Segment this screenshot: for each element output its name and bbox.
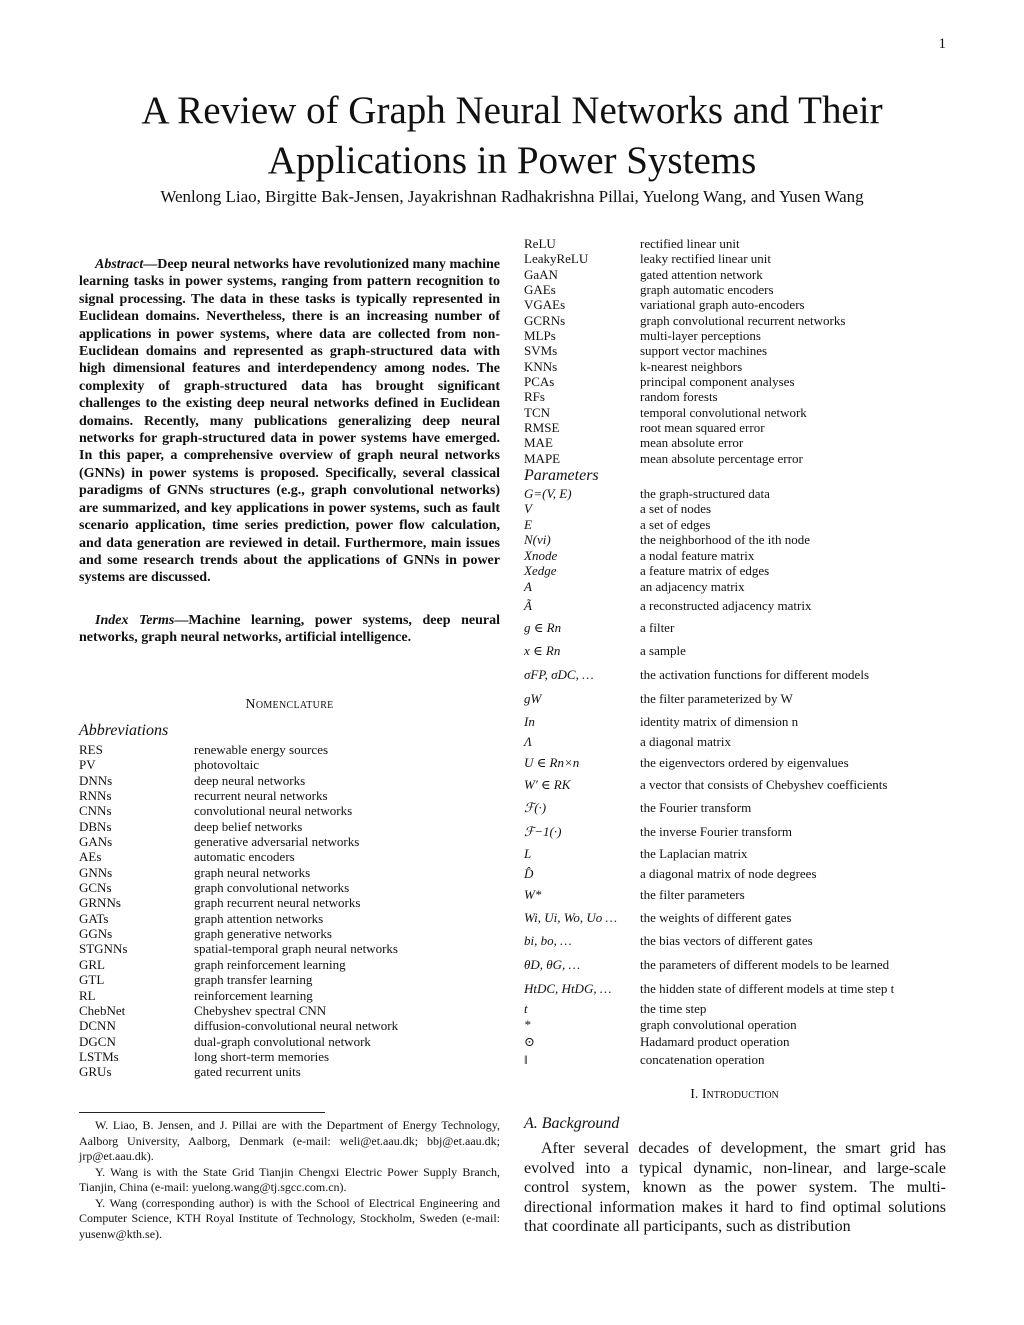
- abbreviation-definition: graph automatic encoders: [640, 282, 774, 298]
- abbreviation-definition: reinforcement learning: [194, 987, 313, 1003]
- nomenclature-heading: Nomenclature: [245, 697, 334, 712]
- abbreviation-definition: graph recurrent neural networks: [194, 895, 361, 911]
- parameter-definition: the filter parameterized by W: [640, 690, 793, 706]
- abbreviation-definition: graph convolutional networks: [194, 880, 350, 896]
- abbreviation-row: [524, 236, 845, 251]
- parameter-symbol: U ∈ Rn×n: [524, 754, 580, 770]
- abbreviation-definition: gated recurrent units: [194, 1064, 301, 1080]
- parameter-row: [524, 773, 894, 795]
- abbreviation-definition: recurrent neural networks: [194, 788, 328, 804]
- parameter-symbol: E: [524, 516, 532, 532]
- abbreviation-definition: k-nearest neighbors: [640, 358, 743, 374]
- parameter-definition: the graph-structured data: [640, 486, 770, 502]
- parameter-row: [524, 548, 894, 563]
- abbreviation-definition: generative adversarial networks: [194, 834, 360, 850]
- paper-title: [0, 86, 1024, 186]
- abbreviation-term: MLPs: [524, 328, 556, 344]
- parameter-definition: the weights of different gates: [640, 909, 792, 925]
- abbreviation-term: LSTMs: [79, 1048, 119, 1064]
- parameter-row: [524, 929, 894, 952]
- parameter-row: [524, 595, 894, 616]
- abbreviation-row: [524, 251, 845, 266]
- parameter-definition: the hidden state of different models at time step t: [640, 980, 895, 996]
- left-column: [79, 256, 500, 647]
- parameter-definition: the bias vectors of different gates: [640, 933, 813, 949]
- parameter-row: [524, 952, 894, 976]
- abbreviations-label: Abbreviations: [79, 722, 169, 739]
- abbreviation-definition: long short-term memories: [194, 1048, 330, 1064]
- abbreviation-row: [524, 297, 845, 312]
- parameter-definition: an adjacency matrix: [640, 579, 745, 595]
- parameter-symbol: Xedge: [524, 562, 557, 578]
- parameter-symbol: W′ ∈ RK: [524, 776, 571, 792]
- abbreviation-term: GRL: [79, 956, 105, 972]
- abbreviation-term: DBNs: [79, 818, 112, 834]
- parameter-symbol: Ã: [524, 598, 532, 614]
- abbreviation-row: [524, 359, 845, 374]
- abbreviation-row: [524, 313, 845, 328]
- parameter-definition: a reconstructed adjacency matrix: [640, 598, 812, 614]
- abbreviation-row: [79, 742, 398, 757]
- parameter-row: [524, 486, 894, 501]
- parameter-symbol: g ∈ Rn: [524, 620, 562, 636]
- abbreviation-definition: deep belief networks: [194, 818, 303, 834]
- abbreviation-definition: mean absolute error: [640, 435, 744, 451]
- parameter-row: [524, 639, 894, 662]
- parameter-row: [524, 616, 894, 639]
- abbreviations-list-left: [79, 742, 398, 1080]
- parameter-definition: the time step: [640, 1000, 707, 1016]
- parameter-definition: the Fourier transform: [640, 799, 752, 815]
- parameter-row: [524, 751, 894, 773]
- parameter-definition: the inverse Fourier transform: [640, 823, 792, 839]
- parameter-symbol: D̂: [524, 865, 534, 881]
- abbreviation-term: GCNs: [79, 880, 112, 896]
- parameter-row: [524, 563, 894, 578]
- parameter-symbol: Wi, Ui, Wo, Uo …: [524, 909, 618, 925]
- abbreviation-row: [79, 834, 398, 849]
- abbreviation-term: MAE: [524, 435, 553, 451]
- parameter-symbol: gW: [524, 690, 542, 706]
- abbreviation-definition: dual-graph convolutional network: [194, 1033, 371, 1049]
- parameter-row: [524, 686, 894, 710]
- title-line-1: A Review of Graph Neural Networks and Their: [141, 89, 883, 132]
- parameter-row: [524, 1032, 894, 1050]
- parameters-list: [524, 486, 894, 1068]
- subsection-heading: A. Background: [524, 1115, 620, 1132]
- abbreviation-term: DCNN: [79, 1018, 116, 1034]
- abbreviation-definition: convolutional neural networks: [194, 803, 353, 819]
- parameter-symbol: ⊙: [524, 1033, 535, 1049]
- abbreviation-term: GaAN: [524, 266, 558, 282]
- parameter-row: [524, 1000, 894, 1016]
- abbreviation-definition: root mean squared error: [640, 420, 765, 436]
- title-line-2: Applications in Power Systems: [267, 139, 757, 182]
- abbreviation-row: [524, 435, 845, 450]
- footnote: Y. Wang is with the State Grid Tianjin Chengxi Electric Power Supply Branch, Tianjin, China (e-mail: yuelong.wang@tj.sgcc.com.cn).: [79, 1164, 500, 1194]
- abbreviation-row: [524, 389, 845, 404]
- parameter-symbol: L: [524, 845, 532, 861]
- abbreviation-definition: graph transfer learning: [194, 972, 313, 988]
- parameter-definition: a vector that consists of Chebyshev coefficients: [640, 776, 888, 792]
- abbreviation-row: [524, 343, 845, 358]
- parameter-definition: a sample: [640, 643, 686, 659]
- index-terms-label: Index Terms: [95, 612, 175, 628]
- parameter-definition: a set of edges: [640, 516, 711, 532]
- abbreviation-definition: variational graph auto-encoders: [640, 297, 805, 313]
- parameter-definition: the Laplacian matrix: [640, 845, 748, 861]
- parameter-symbol: ℱ−1(·): [524, 823, 562, 839]
- abbreviation-term: VGAEs: [524, 297, 566, 313]
- abbreviation-row: [524, 451, 845, 466]
- abbreviation-term: ReLU: [524, 236, 556, 251]
- abbreviation-row: [79, 1003, 398, 1018]
- abbreviation-term: RMSE: [524, 420, 560, 436]
- abbreviation-definition: graph generative networks: [194, 926, 332, 942]
- abbreviation-row: [79, 911, 398, 926]
- abbreviation-row: [79, 941, 398, 956]
- parameter-symbol: HtDC, HtDG, …: [524, 980, 612, 996]
- parameter-definition: identity matrix of dimension n: [640, 713, 799, 729]
- abstract-text: —Deep neural networks have revolutionized many machine learning tasks in power systems, ranging from pattern recognition to signal processing. The data in these tasks is typically represented in Euclidean domains. Nevertheless, there is an increasing number of applications in power systems, where data are collected from non-Euclidean domains and represented as graph-structured data with high dimensional features and interdependency among nodes. The complexity of graph-structured data has brought significant challenges to the existing deep neural networks defined in Euclidean domains. Recently, many publications generalizing deep neural networks for graph-structured data in power systems have emerged. In this paper, a comprehensive overview of graph neural networks (GNNs) in power systems is proposed. Specifically, several classical paradigms of GNNs structures (e.g., graph convolutional networks) are summarized, and key applications in power systems, such as fault scenario application, time series prediction, power flow calculation, and data generation are reviewed in detail. Furthermore, main issues and some research trends about the applications of GNNs in power systems are discussed.: [79, 257, 500, 586]
- index-terms-text: —Machine learning, power systems, deep neural networks, graph neural networks, artificial intelligence.: [79, 612, 500, 646]
- parameter-symbol: N(vi): [524, 532, 551, 548]
- introduction-heading: I. Introduction: [690, 1087, 779, 1102]
- abbreviation-row: [79, 865, 398, 880]
- abbreviation-definition: random forests: [640, 389, 718, 405]
- parameter-symbol: ‖: [524, 1051, 528, 1067]
- abbreviation-definition: spatial-temporal graph neural networks: [194, 941, 398, 957]
- abbreviation-term: GRNNs: [79, 895, 121, 911]
- abstract-label: Abstract: [95, 257, 144, 272]
- page-number: 1: [938, 36, 946, 52]
- abbreviation-row: [79, 1049, 398, 1064]
- parameter-definition: the parameters of different models to be learned: [640, 956, 890, 972]
- abbreviation-definition: diffusion-convolutional neural network: [194, 1018, 399, 1034]
- footnotes: [79, 1118, 500, 1242]
- abbreviation-definition: renewable energy sources: [194, 742, 329, 757]
- abbreviation-term: LeakyReLU: [524, 251, 589, 267]
- abbreviation-term: CNNs: [79, 803, 112, 819]
- parameter-row: [524, 732, 894, 751]
- abbreviation-term: ChebNet: [79, 1002, 126, 1018]
- parameter-row: [524, 710, 894, 732]
- parameter-row: [524, 883, 894, 905]
- abbreviation-term: GCRNs: [524, 312, 566, 328]
- parameter-definition: concatenation operation: [640, 1051, 765, 1067]
- abbreviation-term: GTL: [79, 972, 105, 988]
- abstract: [79, 256, 500, 587]
- abbreviation-term: GATs: [79, 910, 109, 926]
- abbreviation-row: [79, 972, 398, 987]
- abbreviation-row: [79, 757, 398, 772]
- abbreviation-term: SVMs: [524, 343, 558, 359]
- footnote-divider: [79, 1112, 325, 1113]
- parameter-row: [524, 578, 894, 595]
- abbreviation-term: TCN: [524, 404, 550, 420]
- parameter-row: [524, 843, 894, 863]
- abbreviation-term: GRUs: [79, 1064, 112, 1080]
- abbreviation-row: [524, 405, 845, 420]
- abbreviation-term: RES: [79, 742, 103, 757]
- abbreviation-row: [79, 1018, 398, 1033]
- parameter-definition: a filter: [640, 620, 675, 636]
- abbreviation-term: GNNs: [79, 864, 113, 880]
- abbreviation-row: [79, 895, 398, 910]
- abbreviation-row: [79, 849, 398, 864]
- abbreviation-definition: support vector machines: [640, 343, 768, 359]
- abbreviation-term: RNNs: [79, 788, 112, 804]
- parameter-row: [524, 1016, 894, 1032]
- abbreviation-term: KNNs: [524, 358, 558, 374]
- footnote: W. Liao, B. Jensen, and J. Pillai are with the Department of Energy Technology, Aalborg University, Aalborg, Denmark (e-mail: weli@et.aau.dk; bbj@et.aau.dk; jrp@et.aau.dk).: [79, 1118, 500, 1163]
- parameter-symbol: σFP, σDC, …: [524, 666, 594, 682]
- parameter-row: [524, 517, 894, 532]
- parameter-definition: a set of nodes: [640, 501, 712, 517]
- abbreviation-definition: rectified linear unit: [640, 236, 740, 251]
- parameter-definition: the filter parameters: [640, 886, 745, 902]
- abbreviation-row: [79, 1034, 398, 1049]
- abbreviation-term: AEs: [79, 849, 102, 865]
- parameter-definition: the eigenvectors ordered by eigenvalues: [640, 754, 849, 770]
- abbreviation-definition: graph convolutional recurrent networks: [640, 312, 846, 328]
- abbreviation-definition: principal component analyses: [640, 374, 795, 390]
- abbreviation-definition: deep neural networks: [194, 772, 306, 788]
- abbreviation-term: GANs: [79, 834, 113, 850]
- abbreviation-term: STGNNs: [79, 941, 128, 957]
- abbreviation-row: [524, 328, 845, 343]
- abbreviation-definition: temporal convolutional network: [640, 404, 807, 420]
- footnote: Y. Wang (corresponding author) is with the School of Electrical Engineering and Computer Science, KTH Royal Institute of Technology, Stockholm, Sweden (e-mail: yusenw@kth.se).: [79, 1195, 500, 1241]
- parameter-definition: graph convolutional operation: [640, 1016, 797, 1032]
- index-terms: [79, 612, 500, 647]
- abbreviation-term: RFs: [524, 389, 545, 405]
- parameter-definition: a diagonal matrix of node degrees: [640, 865, 817, 881]
- abbreviation-row: [524, 282, 845, 297]
- abbreviation-row: [524, 374, 845, 389]
- parameter-symbol: W*: [524, 886, 542, 902]
- abbreviation-row: [79, 880, 398, 895]
- parameter-symbol: A: [524, 579, 532, 595]
- abbreviation-row: [79, 988, 398, 1003]
- parameter-definition: a diagonal matrix: [640, 734, 731, 750]
- parameter-row: [524, 501, 894, 516]
- abbreviation-row: [79, 926, 398, 941]
- abbreviation-term: DGCN: [79, 1033, 116, 1049]
- abbreviation-term: MAPE: [524, 450, 561, 466]
- parameter-row: [524, 1050, 894, 1068]
- abbreviation-definition: multi-layer perceptions: [640, 328, 761, 344]
- abbreviation-row: [79, 773, 398, 788]
- abbreviation-term: PCAs: [524, 374, 555, 390]
- introduction-paragraph: After several decades of development, the smart grid has evolved into a typical dynamic, non-linear, and large-scale control system, known as the power system. The multi-directional information makes it hard to find optimal solutions that coordinate all participants, such as distribution: [524, 1140, 946, 1235]
- parameter-symbol: G=(V, E): [524, 486, 572, 502]
- abbreviation-row: [79, 803, 398, 818]
- parameter-definition: a nodal feature matrix: [640, 547, 755, 563]
- abbreviation-row: [79, 1064, 398, 1079]
- parameter-symbol: bi, bo, …: [524, 933, 572, 949]
- abbreviation-definition: leaky rectified linear unit: [640, 251, 772, 267]
- parameter-definition: the neighborhood of the ith node: [640, 532, 811, 548]
- abbreviation-definition: Chebyshev spectral CNN: [194, 1002, 327, 1018]
- abbreviation-row: [524, 420, 845, 435]
- abbreviation-definition: graph attention networks: [194, 910, 324, 926]
- parameter-row: [524, 532, 894, 547]
- parameters-label: Parameters: [524, 467, 599, 484]
- parameter-symbol: ℱ(·): [524, 799, 547, 815]
- abbreviation-term: DNNs: [79, 772, 113, 788]
- parameter-row: [524, 863, 894, 883]
- parameter-symbol: x ∈ Rn: [524, 643, 561, 659]
- parameter-symbol: In: [524, 713, 535, 729]
- parameter-symbol: Λ: [524, 734, 532, 750]
- abbreviation-definition: gated attention network: [640, 266, 763, 282]
- parameter-definition: Hadamard product operation: [640, 1033, 790, 1049]
- abbreviation-row: [79, 957, 398, 972]
- parameter-row: [524, 662, 894, 686]
- abbreviation-term: RL: [79, 987, 96, 1003]
- parameter-symbol: Xnode: [524, 547, 558, 563]
- abbreviation-row: [79, 788, 398, 803]
- parameter-definition: the activation functions for different models: [640, 666, 869, 682]
- author-list: Wenlong Liao, Birgitte Bak-Jensen, Jayakrishnan Radhakrishna Pillai, Yuelong Wang, and Yusen Wang: [160, 187, 864, 206]
- abbreviation-definition: photovoltaic: [194, 757, 259, 773]
- parameter-row: [524, 819, 894, 843]
- abbreviation-term: PV: [79, 757, 96, 773]
- abbreviation-definition: graph reinforcement learning: [194, 956, 346, 972]
- abbreviation-term: GGNs: [79, 926, 113, 942]
- abbreviation-row: [79, 819, 398, 834]
- abbreviation-definition: mean absolute percentage error: [640, 450, 803, 466]
- abbreviation-definition: graph neural networks: [194, 864, 311, 880]
- abbreviation-definition: automatic encoders: [194, 849, 295, 865]
- abbreviation-term: GAEs: [524, 282, 556, 298]
- parameter-row: [524, 905, 894, 929]
- abbreviation-row: [524, 267, 845, 282]
- abbreviations-list-right: [524, 236, 845, 466]
- parameter-row: [524, 795, 894, 819]
- parameter-symbol: θD, θG, …: [524, 956, 581, 972]
- parameter-symbol: V: [524, 501, 532, 517]
- parameter-symbol: t: [524, 1000, 528, 1016]
- parameter-symbol: *: [524, 1016, 531, 1032]
- parameter-row: [524, 976, 894, 1000]
- parameter-definition: a feature matrix of edges: [640, 562, 770, 578]
